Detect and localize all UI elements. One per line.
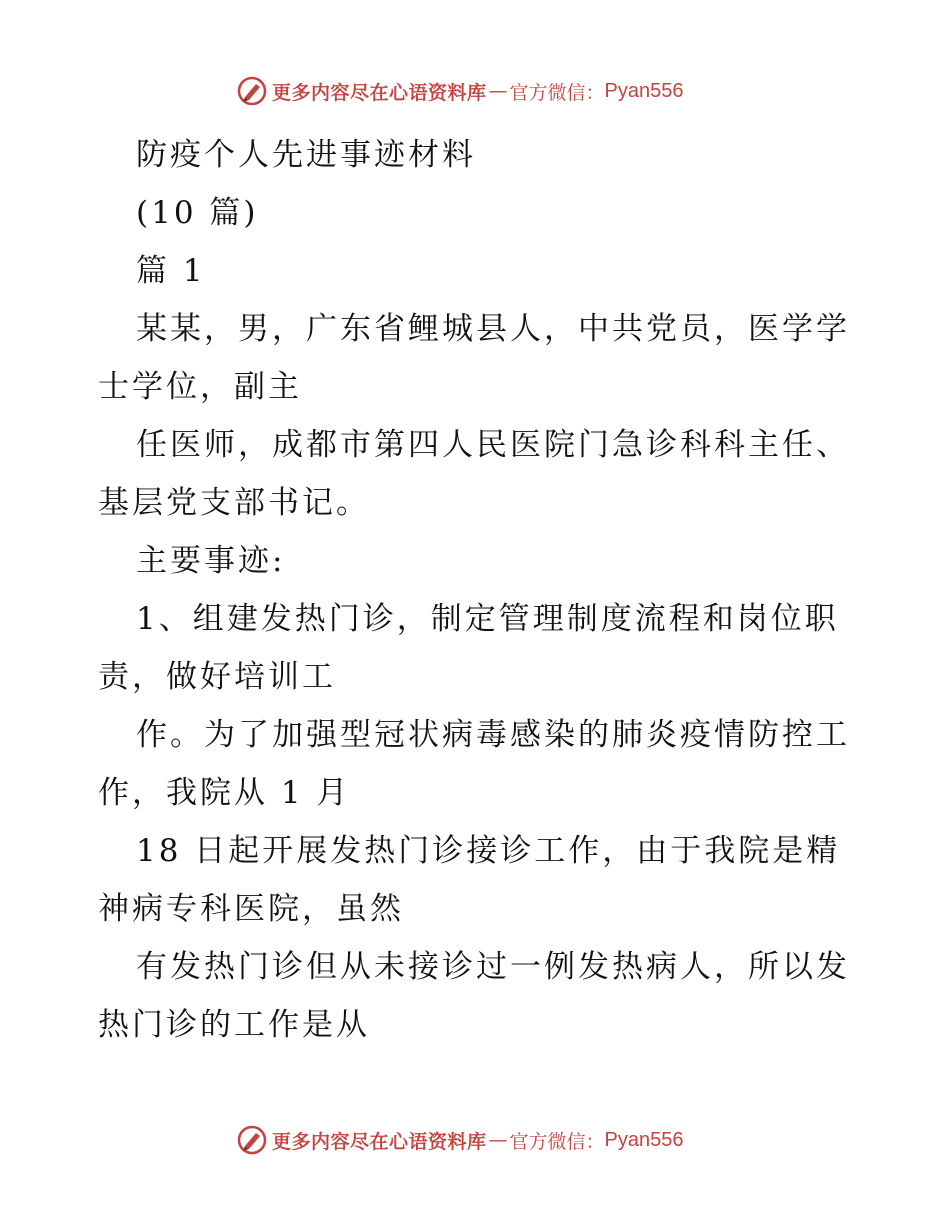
section-heading: 篇 1: [136, 253, 206, 289]
banner-dash: —: [488, 80, 508, 102]
header-banner: [236, 73, 684, 109]
banner-official-label: 官方微信：: [509, 81, 605, 104]
banner-site-text: 更多内容尽在心语资料库: [272, 81, 487, 104]
paragraph-line: 主要事迹:: [136, 543, 286, 579]
document-subtitle: (10 篇): [136, 195, 259, 231]
paragraph-line: 基层党支部书记。: [98, 485, 370, 521]
paragraph-line: 作。为了加强型冠状病毒感染的肺炎疫情防控工: [136, 717, 850, 753]
banner-dash: —: [488, 1129, 508, 1151]
paragraph-line: 1、组建发热门诊，制定管理制度流程和岗位职: [136, 601, 839, 637]
document-title: 防疫个人先进事迹材料: [136, 137, 476, 173]
paragraph-line: 士学位，副主: [98, 369, 302, 405]
banner-wechat-id: Pyan556: [604, 1128, 684, 1151]
paragraph-line: 18 日起开展发热门诊接诊工作，由于我院是精: [136, 833, 841, 869]
banner-official-label: 官方微信：: [509, 1130, 605, 1153]
pen-logo-icon: [236, 1124, 268, 1156]
banner-wechat-id: Pyan556: [604, 79, 684, 102]
paragraph-line: 作，我院从 1 月: [98, 775, 351, 811]
paragraph-line: 某某，男，广东省鲤城县人，中共党员，医学学: [136, 311, 850, 347]
paragraph-line: 有发热门诊但从未接诊过一例发热病人，所以发: [136, 949, 850, 985]
pen-logo-icon: [236, 75, 268, 107]
document-body: [98, 126, 858, 1054]
banner-site-text: 更多内容尽在心语资料库: [272, 1130, 487, 1153]
paragraph-line: 热门诊的工作是从: [98, 1007, 370, 1043]
paragraph-line: 任医师，成都市第四人民医院门急诊科科主任、: [136, 427, 850, 463]
paragraph-line: 神病专科医院，虽然: [98, 891, 404, 927]
paragraph-line: 责，做好培训工: [98, 659, 336, 695]
footer-banner: [236, 1122, 684, 1158]
